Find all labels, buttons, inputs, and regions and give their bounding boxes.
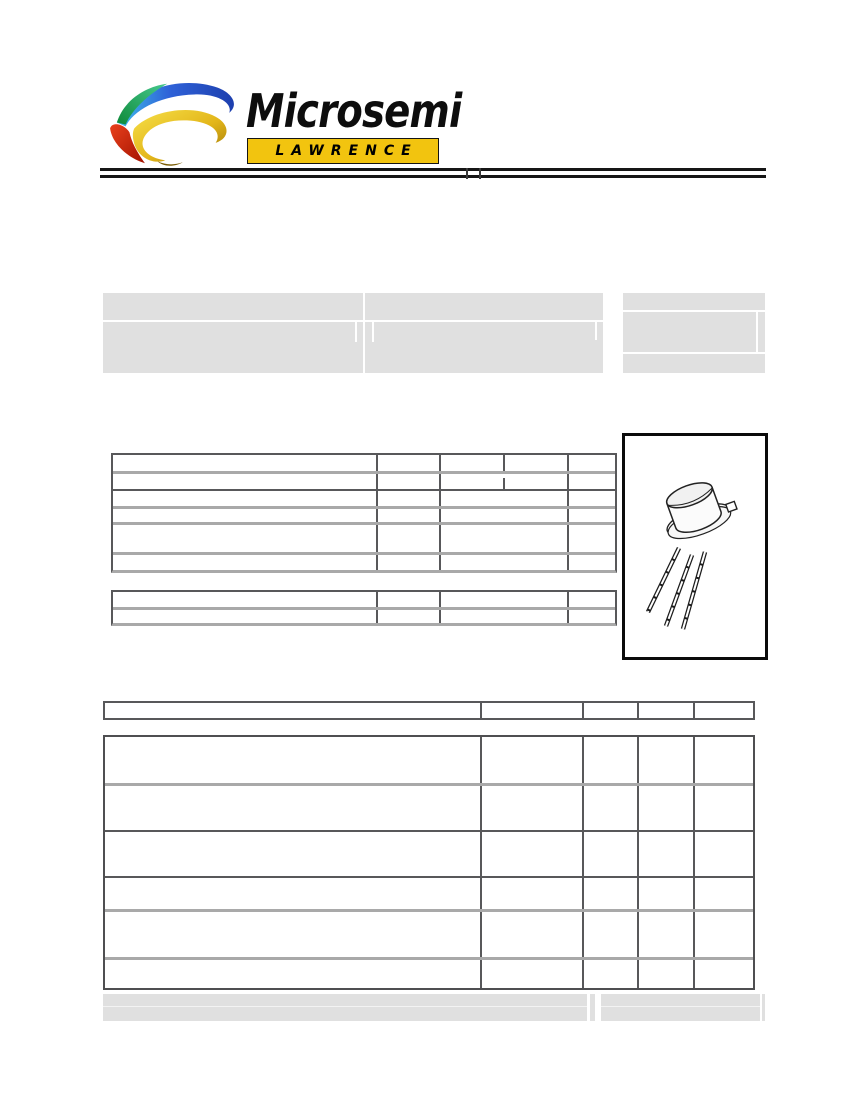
char-row-4: [105, 909, 753, 912]
header-info-box-right: [623, 293, 765, 373]
char-col-4: [693, 737, 695, 988]
char-row-2: [105, 830, 753, 832]
header-right-divider-2: [623, 352, 765, 354]
char-row-5: [105, 957, 753, 960]
header-right-divider-1: [623, 310, 765, 312]
thermal-table: [111, 590, 617, 626]
ratings-row-4: [113, 522, 615, 525]
char-head-col-3: [637, 703, 639, 718]
footer-bar-left: [103, 994, 587, 1021]
microsemi-swirl-icon: [100, 78, 248, 170]
ratings-row-3: [113, 506, 615, 509]
char-row-3: [105, 876, 753, 878]
char-row-1: [105, 783, 753, 786]
ratings-table: [111, 453, 617, 573]
char-head-col-4: [693, 703, 695, 718]
double-rule-bottom: [100, 175, 766, 178]
rule-tick-left: [466, 168, 468, 179]
ratings-col-3a: [503, 455, 505, 471]
ratings-row-1: [113, 471, 615, 474]
footer-bar-sliver: [590, 994, 595, 1021]
header-left-tick-2: [372, 322, 374, 342]
header-info-box-left: [103, 293, 603, 373]
header-right-tick: [756, 310, 758, 352]
package-outline-box: [622, 433, 768, 660]
header-left-row-divider: [103, 320, 603, 322]
characteristics-header-row: [103, 701, 755, 720]
header-left-tick-3: [595, 322, 597, 340]
char-col-3: [637, 737, 639, 988]
footer-right-divider: [601, 1006, 760, 1007]
char-head-col-2: [582, 703, 584, 718]
footer-bar-edge: [762, 994, 765, 1021]
double-rule-top: [100, 168, 766, 171]
characteristics-table: [103, 735, 755, 990]
to18-transistor-package-icon: [625, 436, 765, 657]
thermal-row-1: [113, 607, 615, 610]
ratings-col-3b: [503, 478, 505, 489]
brand-wordmark: Microsemi: [246, 84, 462, 138]
ratings-row-5: [113, 552, 615, 555]
char-head-col-1: [480, 703, 482, 718]
division-banner: LAWRENCE: [247, 138, 439, 164]
ratings-row-2: [113, 489, 615, 491]
char-col-1: [480, 737, 482, 988]
footer-bar-right: [601, 994, 760, 1021]
footer-left-divider: [103, 1006, 587, 1007]
header-left-col-divider: [363, 293, 365, 373]
rule-tick-right: [479, 168, 481, 179]
char-col-2: [582, 737, 584, 988]
header-left-tick-1: [355, 322, 357, 342]
